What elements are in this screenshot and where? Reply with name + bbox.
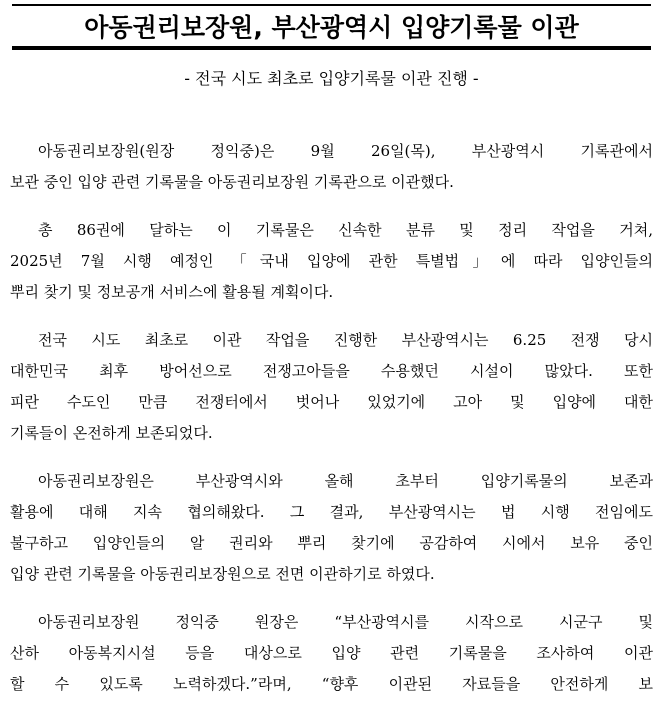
document-subtitle: - 전국 시도 최초로 입양기록물 이관 진행 - bbox=[184, 69, 479, 88]
paragraph-line: 기록들이 온전하게 보존되었다. bbox=[10, 424, 213, 442]
paragraph-line: 전국 시도 최초로 이관 작업을 진행한 부산광역시는 6.25 전쟁 당시 bbox=[38, 331, 653, 349]
paragraph-line: 뿌리 찾기 및 정보공개 서비스에 활용될 계획이다. bbox=[10, 283, 334, 301]
title-box bbox=[12, 4, 651, 50]
paragraph-line: 아동권리보장원(원장 정익중)은 9월 26일(목), 부산광역시 기록관에서 bbox=[38, 142, 653, 160]
paragraph-line: 보관 중인 입양 관련 기록물을 아동권리보장원 기록관으로 이관했다. bbox=[10, 173, 454, 191]
document-body bbox=[10, 136, 653, 717]
paragraph-line: 불구하고 입양인들의 알 권리와 뿌리 찾기에 공감하여 시에서 보유 중인 bbox=[10, 534, 653, 552]
paragraph bbox=[10, 607, 653, 700]
paragraph-line: 2025년 7월 시행 예정인 「국내 입양에 관한 특별법」에 따라 입양인들의 bbox=[10, 252, 653, 270]
paragraph bbox=[10, 325, 653, 449]
paragraph-line: 피란 수도인 만큼 전쟁터에서 벗어나 있었기에 고아 및 입양에 대한 bbox=[10, 393, 653, 411]
paragraph-line: 총 86권에 달하는 이 기록물은 신속한 분류 및 정리 작업을 거쳐, bbox=[38, 221, 653, 239]
paragraph-line: 대한민국 최후 방어선으로 전쟁고아들을 수용했던 시설이 많았다. 또한 bbox=[10, 362, 653, 380]
paragraph-line: 활용에 대해 지속 협의해왔다. 그 결과, 부산광역시는 법 시행 전임에도 bbox=[10, 503, 653, 521]
paragraph bbox=[10, 466, 653, 590]
paragraph-line: 산하 아동복지시설 등을 대상으로 입양 관련 기록물을 조사하여 이관 bbox=[10, 644, 653, 662]
paragraph-line: 아동권리보장원은 부산광역시와 올해 초부터 입양기록물의 보존과 bbox=[38, 472, 653, 490]
paragraph bbox=[10, 136, 653, 198]
paragraph-line: 아동권리보장원 정익중 원장은 “부산광역시를 시작으로 시군구 및 bbox=[38, 613, 653, 631]
paragraph bbox=[10, 215, 653, 308]
paragraph-line: 할 수 있도록 노력하겠다.”라며, “향후 이관된 자료들을 안전하게 보 bbox=[10, 675, 653, 693]
document-title: 아동권리보장원, 부산광역시 입양기록물 이관 bbox=[84, 13, 579, 42]
paragraph-line: 입양 관련 기록물을 아동권리보장원으로 전면 이관하기로 하였다. bbox=[10, 565, 435, 583]
